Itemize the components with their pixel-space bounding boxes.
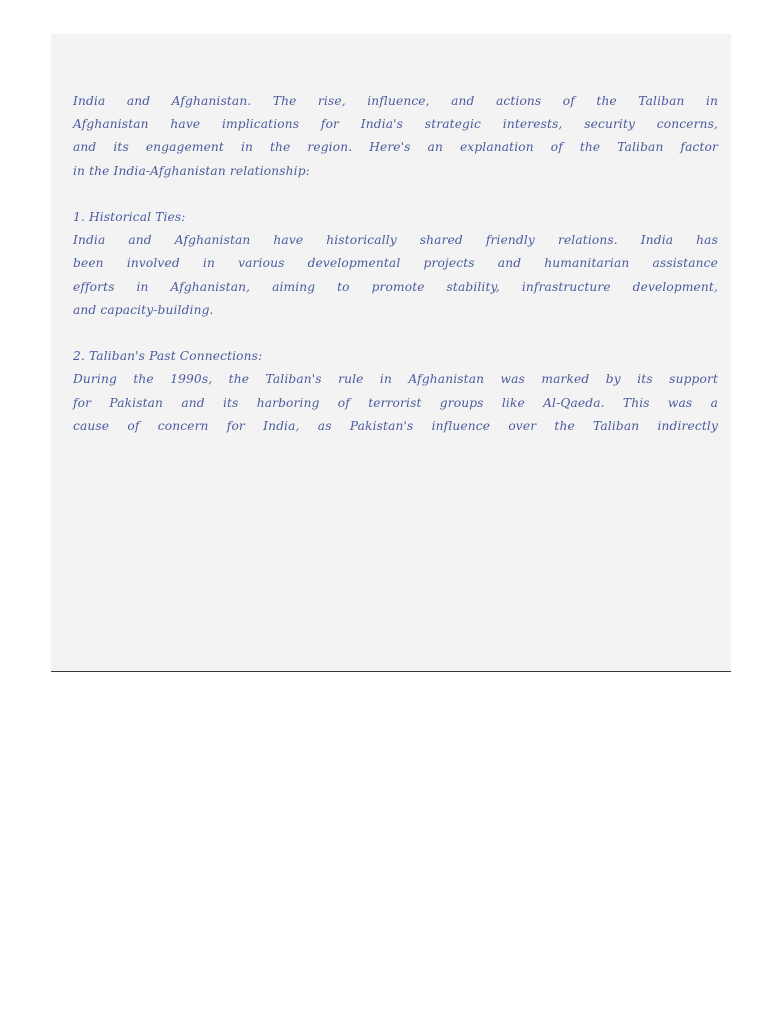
text-line: India and Afghanistan. The rise, influence, and actions of the Taliban in [73, 94, 718, 108]
text-line: for Pakistan and its harboring of terrorist groups like Al-Qaeda. This was a [73, 395, 718, 410]
section-heading-taliban-past-connections: 2. Taliban's Past Connections: [73, 349, 263, 364]
text-line: efforts in Afghanistan, aiming to promote stability, infrastructure development, [73, 279, 718, 294]
section-heading-historical-ties: 1. Historical Ties: [73, 210, 186, 224]
text-line: India and Afghanistan have historically shared friendly relations. India has [73, 233, 718, 248]
paragraph-spacer [73, 322, 718, 345]
handwritten-page [51, 34, 731, 672]
handwritten-text-block [73, 90, 718, 438]
text-line: and its engagement in the region. Here's an explanation of the Taliban factor [73, 140, 718, 155]
text-line: and capacity-building. [73, 302, 214, 317]
text-line: in the India-Afghanistan relationship: [73, 163, 310, 178]
text-line: cause of concern for India, as Pakistan's influence over the Taliban indirectly [73, 418, 718, 433]
paragraph-spacer [73, 183, 718, 206]
text-line: been involved in various developmental projects and humanitarian assistance [73, 256, 718, 271]
text-line: Afghanistan have implications for India's strategic interests, security concerns, [73, 117, 718, 132]
text-line: During the 1990s, the Taliban's rule in Afghanistan was marked by its support [73, 372, 718, 387]
